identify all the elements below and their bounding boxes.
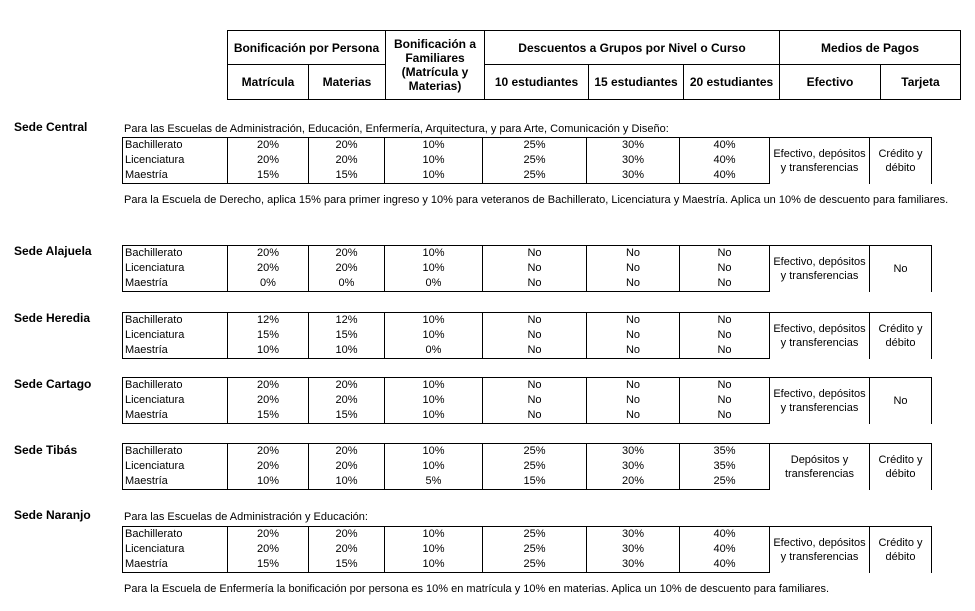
matricula-cell: 20% bbox=[228, 444, 309, 460]
g20-cell: 25% bbox=[680, 474, 770, 490]
g20-cell: No bbox=[680, 328, 770, 343]
tarjeta-cell: Crédito y débito bbox=[870, 527, 932, 573]
sede-name: Sede Tibás bbox=[14, 443, 78, 457]
matricula-cell: 20% bbox=[228, 153, 309, 168]
familiares-cell: 10% bbox=[385, 408, 483, 424]
g15-cell: 30% bbox=[587, 557, 680, 573]
g15-cell: No bbox=[587, 343, 680, 359]
g10-cell: 25% bbox=[483, 168, 587, 184]
sede-table bbox=[122, 312, 932, 359]
familiares-cell: 10% bbox=[385, 378, 483, 394]
matricula-cell: 10% bbox=[228, 474, 309, 490]
table-row bbox=[123, 378, 932, 394]
sede-name: Sede Heredia bbox=[14, 311, 91, 325]
materias-cell: 20% bbox=[309, 393, 385, 408]
nivel-cell: Bachillerato bbox=[123, 313, 228, 329]
sede-table bbox=[122, 377, 932, 424]
matricula-cell: 20% bbox=[228, 542, 309, 557]
table-row bbox=[123, 246, 932, 262]
nivel-cell: Bachillerato bbox=[123, 246, 228, 262]
sede-name: Sede Cartago bbox=[14, 377, 92, 391]
g20-cell: No bbox=[680, 378, 770, 394]
familiares-cell: 10% bbox=[385, 459, 483, 474]
familiares-cell: 0% bbox=[385, 276, 483, 292]
sede-note: Para las Escuelas de Administración y Educación: bbox=[124, 511, 368, 523]
nivel-cell: Licenciatura bbox=[123, 153, 228, 168]
g10-cell: 25% bbox=[483, 527, 587, 543]
familiares-cell: 5% bbox=[385, 474, 483, 490]
header-materias: Materias bbox=[308, 64, 386, 100]
table-row bbox=[123, 527, 932, 543]
g15-cell: No bbox=[587, 246, 680, 262]
g20-cell: 40% bbox=[680, 153, 770, 168]
nivel-cell: Maestría bbox=[123, 276, 228, 292]
header-15-estudiantes: 15 estudiantes bbox=[588, 64, 684, 100]
nivel-cell: Licenciatura bbox=[123, 542, 228, 557]
g15-cell: 30% bbox=[587, 138, 680, 154]
g15-cell: No bbox=[587, 393, 680, 408]
g20-cell: No bbox=[680, 313, 770, 329]
sede-table bbox=[122, 526, 932, 573]
nivel-cell: Maestría bbox=[123, 168, 228, 184]
efectivo-cell: Depósitos y transferencias bbox=[770, 444, 870, 490]
nivel-cell: Bachillerato bbox=[123, 138, 228, 154]
g10-cell: 25% bbox=[483, 444, 587, 460]
materias-cell: 20% bbox=[309, 459, 385, 474]
matricula-cell: 15% bbox=[228, 168, 309, 184]
table-row bbox=[123, 138, 932, 154]
materias-cell: 10% bbox=[309, 474, 385, 490]
g10-cell: No bbox=[483, 313, 587, 329]
g10-cell: No bbox=[483, 246, 587, 262]
g20-cell: 35% bbox=[680, 444, 770, 460]
sede-table bbox=[122, 245, 932, 292]
matricula-cell: 20% bbox=[228, 459, 309, 474]
nivel-cell: Licenciatura bbox=[123, 393, 228, 408]
materias-cell: 20% bbox=[309, 378, 385, 394]
materias-cell: 10% bbox=[309, 343, 385, 359]
g10-cell: 25% bbox=[483, 153, 587, 168]
g10-cell: No bbox=[483, 276, 587, 292]
nivel-cell: Maestría bbox=[123, 474, 228, 490]
g10-cell: No bbox=[483, 393, 587, 408]
header-descuentos-grupos: Descuentos a Grupos por Nivel o Curso bbox=[484, 30, 780, 65]
header-efectivo: Efectivo bbox=[779, 64, 881, 100]
g20-cell: 40% bbox=[680, 542, 770, 557]
materias-cell: 15% bbox=[309, 328, 385, 343]
nivel-cell: Licenciatura bbox=[123, 459, 228, 474]
matricula-cell: 20% bbox=[228, 393, 309, 408]
header-medios-pagos: Medios de Pagos bbox=[779, 30, 961, 65]
g15-cell: No bbox=[587, 378, 680, 394]
g20-cell: No bbox=[680, 393, 770, 408]
g20-cell: 40% bbox=[680, 168, 770, 184]
g10-cell: 15% bbox=[483, 474, 587, 490]
g10-cell: No bbox=[483, 343, 587, 359]
familiares-cell: 10% bbox=[385, 168, 483, 184]
g20-cell: No bbox=[680, 276, 770, 292]
g20-cell: 35% bbox=[680, 459, 770, 474]
g15-cell: 30% bbox=[587, 444, 680, 460]
matricula-cell: 20% bbox=[228, 246, 309, 262]
familiares-cell: 10% bbox=[385, 153, 483, 168]
g20-cell: No bbox=[680, 408, 770, 424]
materias-cell: 0% bbox=[309, 276, 385, 292]
familiares-cell: 10% bbox=[385, 313, 483, 329]
sede-table bbox=[122, 443, 932, 490]
materias-cell: 20% bbox=[309, 153, 385, 168]
materias-cell: 20% bbox=[309, 542, 385, 557]
nivel-cell: Maestría bbox=[123, 557, 228, 573]
familiares-cell: 10% bbox=[385, 444, 483, 460]
matricula-cell: 12% bbox=[228, 313, 309, 329]
sede-note: Para las Escuelas de Administración, Educación, Enfermería, Arquitectura, y para Arte, Comunicación y Diseño: bbox=[124, 123, 669, 135]
materias-cell: 20% bbox=[309, 246, 385, 262]
familiares-cell: 0% bbox=[385, 343, 483, 359]
g20-cell: No bbox=[680, 261, 770, 276]
g10-cell: 25% bbox=[483, 138, 587, 154]
sede-name: Sede Central bbox=[14, 120, 88, 134]
sede-note: Para la Escuela de Enfermería la bonificación por persona es 10% en matrícula y 10% en materias. Aplica un 10% de descuento para familiares. bbox=[124, 583, 830, 595]
tarjeta-cell: No bbox=[870, 378, 932, 424]
matricula-cell: 0% bbox=[228, 276, 309, 292]
g15-cell: No bbox=[587, 276, 680, 292]
materias-cell: 15% bbox=[309, 168, 385, 184]
sede-name: Sede Naranjo bbox=[14, 508, 91, 522]
matricula-cell: 10% bbox=[228, 343, 309, 359]
g10-cell: No bbox=[483, 378, 587, 394]
g15-cell: 30% bbox=[587, 153, 680, 168]
g15-cell: 30% bbox=[587, 542, 680, 557]
nivel-cell: Licenciatura bbox=[123, 328, 228, 343]
matricula-cell: 15% bbox=[228, 557, 309, 573]
efectivo-cell: Efectivo, depósitos y transferencias bbox=[770, 527, 870, 573]
matricula-cell: 20% bbox=[228, 527, 309, 543]
g15-cell: 30% bbox=[587, 168, 680, 184]
tarjeta-cell: Crédito y débito bbox=[870, 313, 932, 359]
g20-cell: 40% bbox=[680, 138, 770, 154]
table-row bbox=[123, 313, 932, 329]
g20-cell: 40% bbox=[680, 557, 770, 573]
materias-cell: 20% bbox=[309, 261, 385, 276]
matricula-cell: 20% bbox=[228, 378, 309, 394]
header-bonificacion-familiares: Bonificación a Familiares (Matrícula y Materias) bbox=[385, 30, 485, 100]
efectivo-cell: Efectivo, depósitos y transferencias bbox=[770, 138, 870, 184]
materias-cell: 20% bbox=[309, 527, 385, 543]
g20-cell: No bbox=[680, 343, 770, 359]
header-10-estudiantes: 10 estudiantes bbox=[484, 64, 589, 100]
nivel-cell: Licenciatura bbox=[123, 261, 228, 276]
tarjeta-cell: Crédito y débito bbox=[870, 138, 932, 184]
matricula-cell: 15% bbox=[228, 328, 309, 343]
g10-cell: No bbox=[483, 328, 587, 343]
table-row bbox=[123, 444, 932, 460]
nivel-cell: Bachillerato bbox=[123, 527, 228, 543]
g20-cell: 40% bbox=[680, 527, 770, 543]
g15-cell: No bbox=[587, 261, 680, 276]
g15-cell: No bbox=[587, 313, 680, 329]
g20-cell: No bbox=[680, 246, 770, 262]
g10-cell: No bbox=[483, 408, 587, 424]
sede-note: Para la Escuela de Derecho, aplica 15% para primer ingreso y 10% para veteranos de Bachillerato, Licenciatura y Maestría. Aplica un 10% de descuento para familiares. bbox=[124, 194, 949, 206]
familiares-cell: 10% bbox=[385, 393, 483, 408]
materias-cell: 20% bbox=[309, 138, 385, 154]
nivel-cell: Bachillerato bbox=[123, 444, 228, 460]
familiares-cell: 10% bbox=[385, 328, 483, 343]
matricula-cell: 20% bbox=[228, 261, 309, 276]
g15-cell: No bbox=[587, 328, 680, 343]
familiares-cell: 10% bbox=[385, 261, 483, 276]
materias-cell: 12% bbox=[309, 313, 385, 329]
familiares-cell: 10% bbox=[385, 138, 483, 154]
header-tarjeta: Tarjeta bbox=[880, 64, 961, 100]
matricula-cell: 20% bbox=[228, 138, 309, 154]
g10-cell: No bbox=[483, 261, 587, 276]
header-bonificacion-persona: Bonificación por Persona bbox=[227, 30, 386, 65]
efectivo-cell: Efectivo, depósitos y transferencias bbox=[770, 246, 870, 292]
g15-cell: 20% bbox=[587, 474, 680, 490]
g10-cell: 25% bbox=[483, 557, 587, 573]
nivel-cell: Maestría bbox=[123, 343, 228, 359]
nivel-cell: Maestría bbox=[123, 408, 228, 424]
matricula-cell: 15% bbox=[228, 408, 309, 424]
materias-cell: 15% bbox=[309, 408, 385, 424]
g10-cell: 25% bbox=[483, 459, 587, 474]
familiares-cell: 10% bbox=[385, 557, 483, 573]
g15-cell: 30% bbox=[587, 527, 680, 543]
header-20-estudiantes: 20 estudiantes bbox=[683, 64, 780, 100]
familiares-cell: 10% bbox=[385, 542, 483, 557]
g15-cell: No bbox=[587, 408, 680, 424]
sede-table bbox=[122, 137, 932, 184]
materias-cell: 15% bbox=[309, 557, 385, 573]
header-matricula: Matrícula bbox=[227, 64, 309, 100]
familiares-cell: 10% bbox=[385, 527, 483, 543]
g10-cell: 25% bbox=[483, 542, 587, 557]
materias-cell: 20% bbox=[309, 444, 385, 460]
tarjeta-cell: No bbox=[870, 246, 932, 292]
g15-cell: 30% bbox=[587, 459, 680, 474]
nivel-cell: Bachillerato bbox=[123, 378, 228, 394]
sede-name: Sede Alajuela bbox=[14, 244, 92, 258]
efectivo-cell: Efectivo, depósitos y transferencias bbox=[770, 378, 870, 424]
familiares-cell: 10% bbox=[385, 246, 483, 262]
tarjeta-cell: Crédito y débito bbox=[870, 444, 932, 490]
efectivo-cell: Efectivo, depósitos y transferencias bbox=[770, 313, 870, 359]
